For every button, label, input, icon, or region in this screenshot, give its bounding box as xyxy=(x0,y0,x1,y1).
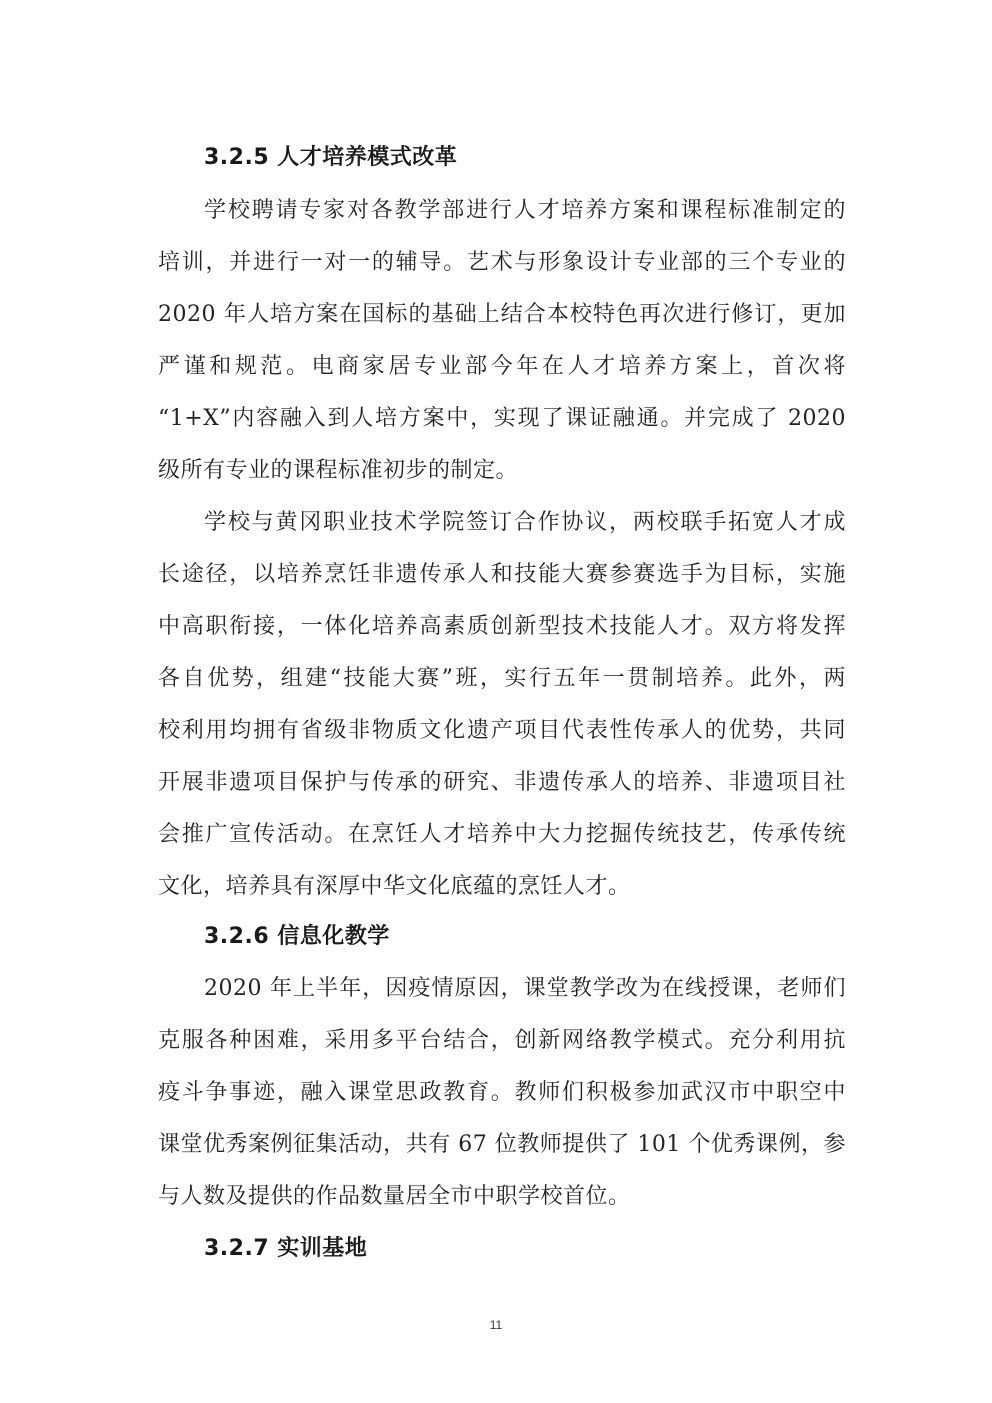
paragraph-line: 校利用均拥有省级非物质文化遗产项目代表性传承人的优势，共同 xyxy=(158,718,846,743)
paragraph-line: 长途径，以培养烹饪非遗传承人和技能大赛参赛选手为目标，实施 xyxy=(158,562,846,587)
paragraph-line: 与人数及提供的作品数量居全市中职学校首位。 xyxy=(158,1184,631,1209)
paragraph-line: 培训，并进行一对一的辅导。艺术与形象设计专业部的三个专业的 xyxy=(158,250,846,275)
page-number: 11 xyxy=(489,1318,503,1332)
section-heading-3-2-5: 3.2.5 人才培养模式改革 xyxy=(204,145,458,170)
paragraph-line: 学校与黄冈职业技术学院签订合作协议，两校联手拓宽人才成 xyxy=(204,510,846,535)
section-heading-3-2-7: 3.2.7 实训基地 xyxy=(204,1236,368,1261)
paragraph-line: 级所有专业的课程标准初步的制定。 xyxy=(158,458,519,483)
paragraph-line: 严谨和规范。电商家居专业部今年在人才培养方案上，首次将 xyxy=(158,354,846,379)
paragraph-line: 学校聘请专家对各教学部进行人才培养方案和课程标准制定的 xyxy=(204,198,846,223)
paragraph-line: 中高职衔接，一体化培养高素质创新型技术技能人才。双方将发挥 xyxy=(158,614,846,639)
paragraph-line: 2020 年上半年，因疫情原因，课堂教学改为在线授课，老师们 xyxy=(204,976,846,1001)
paragraph-line: 会推广宣传活动。在烹饪人才培养中大力挖掘传统技艺，传承传统 xyxy=(158,822,846,847)
paragraph-line: 文化，培养具有深厚中华文化底蕴的烹饪人才。 xyxy=(158,874,631,899)
paragraph-line: 各自优势，组建“技能大赛”班，实行五年一贯制培养。此外，两 xyxy=(158,666,846,691)
section-heading-3-2-6: 3.2.6 信息化教学 xyxy=(204,924,390,949)
paragraph-line: 开展非遗项目保护与传承的研究、非遗传承人的培养、非遗项目社 xyxy=(158,770,846,795)
paragraph-line: 克服各种困难，采用多平台结合，创新网络教学模式。充分利用抗 xyxy=(158,1028,846,1053)
paragraph-line: 课堂优秀案例征集活动，共有 67 位教师提供了 101 个优秀课例，参 xyxy=(158,1132,846,1157)
paragraph-line: “1+X”内容融入到人培方案中，实现了课证融通。并完成了 2020 xyxy=(158,406,846,431)
paragraph-line: 疫斗争事迹，融入课堂思政教育。教师们积极参加武汉市中职空中 xyxy=(158,1080,846,1105)
paragraph-line: 2020 年人培方案在国标的基础上结合本校特色再次进行修订，更加 xyxy=(158,302,846,327)
